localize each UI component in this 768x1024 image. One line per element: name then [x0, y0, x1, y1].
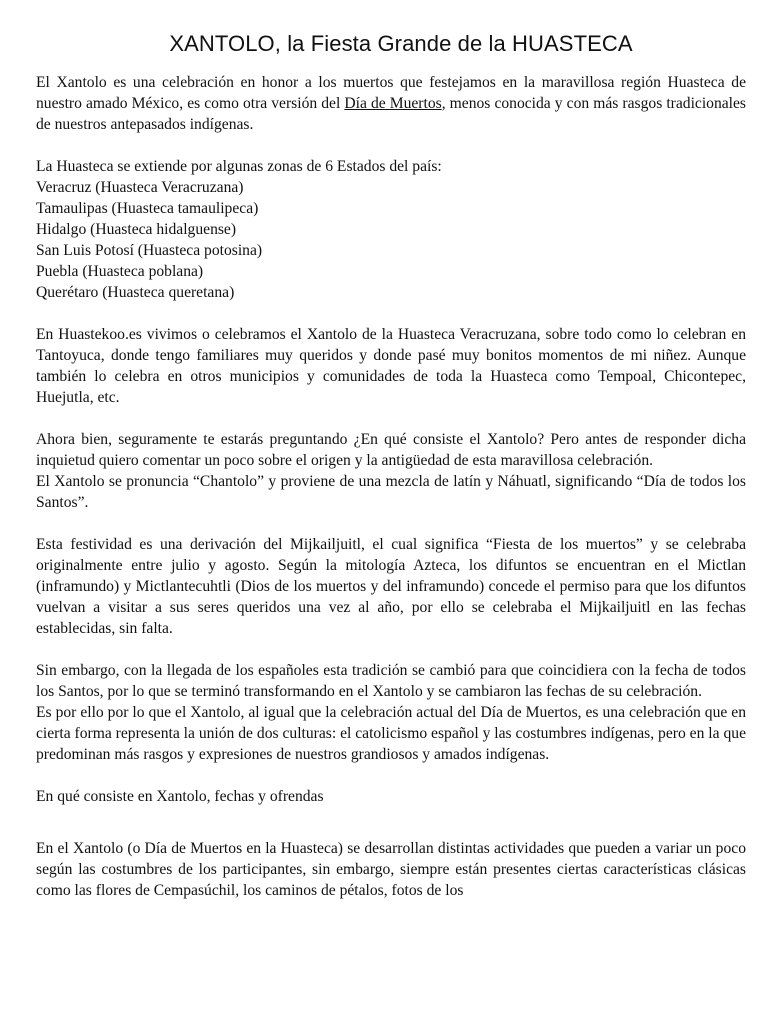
list-item: Hidalgo (Huasteca hidalguense)	[36, 221, 237, 238]
intro-text-after: , menos conocida y con más rasgos tradicionales de nuestros antepasados indígenas.	[36, 95, 746, 133]
intro-text-before: El Xantolo es una celebración en honor a los muertos que festejamos en la maravillosa región Huasteca de nuestro amado México, es como otra versión del	[36, 74, 746, 112]
spacer	[36, 513, 746, 534]
states-list	[36, 177, 746, 303]
list-item: Veracruz (Huasteca Veracruzana)	[36, 179, 244, 196]
document-body	[36, 72, 746, 901]
intro-paragraph	[36, 72, 746, 135]
list-item: Querétaro (Huasteca queretana)	[36, 284, 235, 301]
pronuncia-paragraph: El Xantolo se pronuncia “Chantolo” y proviene de una mezcla de latín y Náhuatl, significando “Día de todos los Santos”.	[36, 473, 746, 511]
list-item: San Luis Potosí (Huasteca potosina)	[36, 242, 263, 259]
list-item: Puebla (Huasteca poblana)	[36, 263, 204, 280]
en-el-xantolo-paragraph: En el Xantolo (o Día de Muertos en la Huasteca) se desarrollan distintas actividades que pueden a variar un poco según las costumbres de los participantes, sin embargo, siempre están presentes ciertas características clásicas como las flores de Cempasúchil, los caminos de pétalos, fotos de los	[36, 840, 746, 899]
spacer	[36, 135, 746, 156]
spacer	[36, 807, 746, 838]
huastekoo-paragraph: En Huastekoo.es vivimos o celebramos el Xantolo de la Huasteca Veracruzana, sobre todo como lo celebran en Tantoyuca, donde tengo familiares muy queridos y donde pasé muy bonitos momentos de mi niñez. Aunque también lo celebra en otros municipios y comunidades de toda la Huasteca como Tempoal, Chicontepec, Huejutla, etc.	[36, 326, 746, 406]
ahora-bien-paragraph: Ahora bien, seguramente te estarás preguntando ¿En qué consiste el Xantolo? Pero antes de responder dicha inquietud quiero comentar un poco sobre el origen y la antigüedad de esta maravillosa celebración.	[36, 431, 746, 469]
spacer	[36, 765, 746, 786]
list-item: Tamaulipas (Huasteca tamaulipeca)	[36, 200, 259, 217]
sin-embargo-paragraph: Sin embargo, con la llegada de los españoles esta tradición se cambió para que coincidiera con la fecha de todos los Santos, por lo que se terminó transformando en el Xantolo y se cambiaron las fechas de su celebración.	[36, 662, 746, 700]
dia-de-muertos-link[interactable]: Día de Muertos	[344, 95, 442, 112]
states-intro: La Huasteca se extiende por algunas zonas de 6 Estados del país:	[36, 158, 442, 175]
es-por-ello-paragraph: Es por ello por lo que el Xantolo, al igual que la celebración actual del Día de Muertos, es una celebración que en cierta forma representa la unión de dos culturas: el catolicismo español y las costumbres indígenas, pero en la que predominan más rasgos y expresiones de nuestros grandiosos y amados indígenas.	[36, 704, 746, 763]
festividad-paragraph: Esta festividad es una derivación del Mijkailjuitl, el cual significa “Fiesta de los muertos” y se celebraba originalmente entre julio y agosto. Según la mitología Azteca, los difuntos se encuentran en el Mictlan (inframundo) y Mictlantecuhtli (Dios de los muertos y del inframundo) concede el permiso para que los difuntos vuelvan a visitar a sus seres queridos una vez al año, por ello se celebraba el Mijkailjuitl en las fechas establecidas, sin falta.	[36, 536, 746, 637]
spacer	[36, 408, 746, 429]
spacer	[36, 639, 746, 660]
section-subheading: En qué consiste en Xantolo, fechas y ofrendas	[36, 788, 324, 805]
spacer	[36, 303, 746, 324]
page-title: XANTOLO, la Fiesta Grande de la HUASTECA	[169, 31, 633, 56]
